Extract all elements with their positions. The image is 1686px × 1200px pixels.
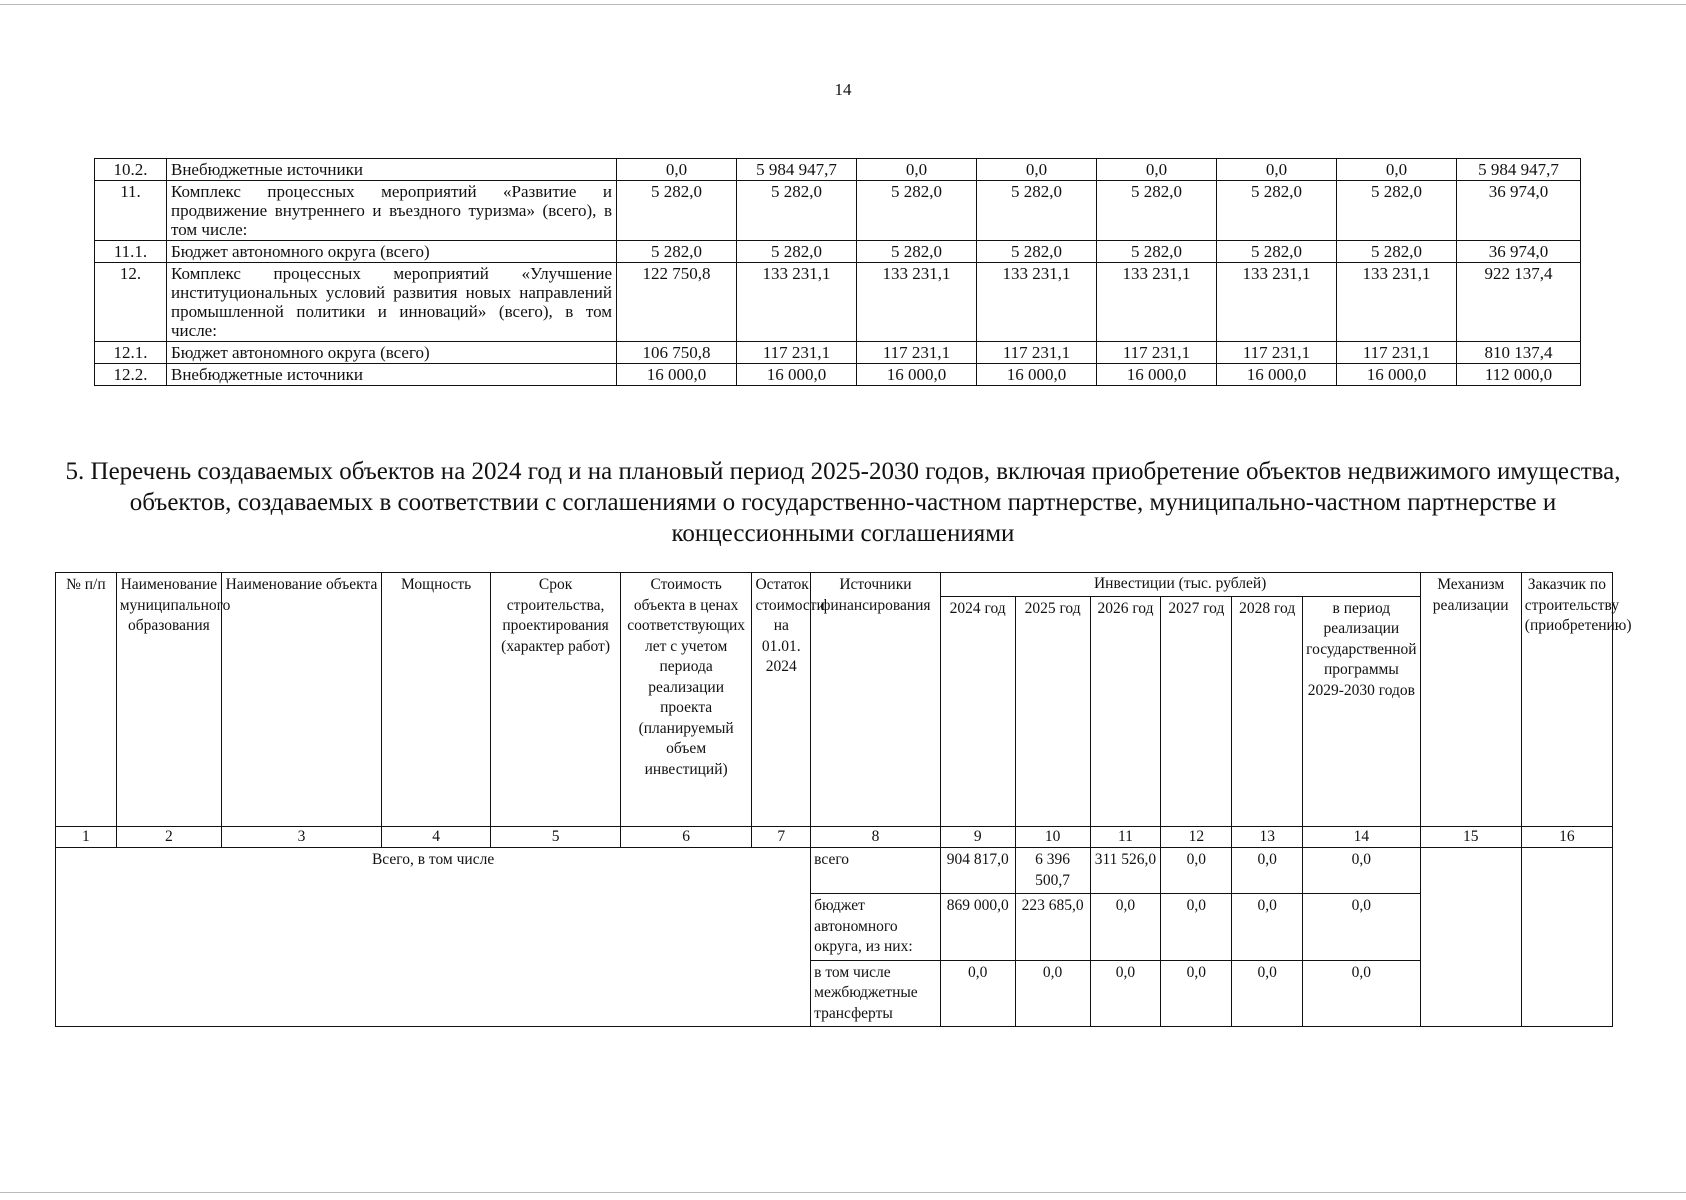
header-year-2025: 2025 год bbox=[1015, 596, 1090, 826]
row-name: Комплекс процессных мероприятий «Улучшение институциональных условий развития новых направлений промышленной политики и инноваций» (всего), в том числе: bbox=[167, 263, 617, 342]
row-number: 12.2. bbox=[95, 364, 167, 386]
value-cell: 904 817,0 bbox=[940, 848, 1015, 894]
row-value: 133 231,1 bbox=[1337, 263, 1457, 342]
row-number: 10.2. bbox=[95, 159, 167, 181]
header-object-cost: Стоимость объекта в ценах соответствующих лет с учетом периода реализации проекта (планируемый объем инвестиций) bbox=[620, 573, 752, 827]
value-cell: 0,0 bbox=[1303, 848, 1420, 894]
row-value: 0,0 bbox=[977, 159, 1097, 181]
value-cell: 0,0 bbox=[1232, 894, 1303, 961]
section-title: 5. Перечень создаваемых объектов на 2024 год и на плановый период 2025-2030 годов, включая приобретение объектов недвижимого имущества, объектов, создаваемых в соответствии с соглашениями о государственно-частном партнерстве, муниципально-частном партнерстве и концессионными соглашениями bbox=[65, 458, 1621, 547]
row-name: Комплекс процессных мероприятий «Развитие и продвижение внутреннего и въездного туризма» (всего), в том числе: bbox=[167, 181, 617, 241]
header-capacity: Мощность bbox=[381, 573, 490, 827]
row-value: 5 282,0 bbox=[1097, 181, 1217, 241]
header-period-2029-2030: в период реализации государственной программы 2029-2030 годов bbox=[1303, 596, 1420, 826]
row-value: 0,0 bbox=[617, 159, 737, 181]
header-year-2026: 2026 год bbox=[1090, 596, 1161, 826]
value-cell: 311 526,0 bbox=[1090, 848, 1161, 894]
page-number: 14 bbox=[834, 80, 852, 99]
column-number: 5 bbox=[491, 826, 621, 848]
row-value: 5 282,0 bbox=[977, 181, 1097, 241]
value-cell: 869 000,0 bbox=[940, 894, 1015, 961]
column-number: 16 bbox=[1521, 826, 1612, 848]
row-value: 922 137,4 bbox=[1457, 263, 1581, 342]
column-number: 7 bbox=[752, 826, 811, 848]
row-name: Внебюджетные источники bbox=[167, 364, 617, 386]
row-value: 36 974,0 bbox=[1457, 181, 1581, 241]
value-cell: 0,0 bbox=[1232, 960, 1303, 1027]
row-value: 133 231,1 bbox=[857, 263, 977, 342]
row-number: 12. bbox=[95, 263, 167, 342]
header-investments: Инвестиции (тыс. рублей) bbox=[940, 573, 1420, 597]
row-value: 16 000,0 bbox=[857, 364, 977, 386]
scan-top-edge bbox=[0, 4, 1686, 5]
row-value: 0,0 bbox=[1097, 159, 1217, 181]
row-value: 5 984 947,7 bbox=[737, 159, 857, 181]
header-year-2028: 2028 год bbox=[1232, 596, 1303, 826]
value-cell: 223 685,0 bbox=[1015, 894, 1090, 961]
row-number: 11.1. bbox=[95, 241, 167, 263]
row-name: Бюджет автономного округа (всего) bbox=[167, 342, 617, 364]
row-value: 117 231,1 bbox=[857, 342, 977, 364]
value-cell: 0,0 bbox=[1303, 894, 1420, 961]
column-number: 1 bbox=[56, 826, 117, 848]
row-value: 133 231,1 bbox=[737, 263, 857, 342]
column-number: 12 bbox=[1161, 826, 1232, 848]
row-value: 16 000,0 bbox=[737, 364, 857, 386]
funding-row bbox=[95, 364, 1581, 386]
value-cell: 0,0 bbox=[1161, 894, 1232, 961]
value-cell: 0,0 bbox=[940, 960, 1015, 1027]
row-value: 112 000,0 bbox=[1457, 364, 1581, 386]
header-object-name: Наименование объекта bbox=[222, 573, 382, 827]
mechanism-cell bbox=[1420, 848, 1521, 1027]
value-cell: 0,0 bbox=[1015, 960, 1090, 1027]
header-mechanism: Механизм реализации bbox=[1420, 573, 1521, 827]
row-value: 133 231,1 bbox=[1097, 263, 1217, 342]
column-number: 6 bbox=[620, 826, 752, 848]
row-value: 0,0 bbox=[1337, 159, 1457, 181]
row-value: 5 282,0 bbox=[857, 181, 977, 241]
row-value: 117 231,1 bbox=[737, 342, 857, 364]
row-value: 106 750,8 bbox=[617, 342, 737, 364]
value-cell: 0,0 bbox=[1090, 960, 1161, 1027]
customer-cell bbox=[1521, 848, 1612, 1027]
row-value: 133 231,1 bbox=[1217, 263, 1337, 342]
total-label: Всего, в том числе bbox=[56, 848, 811, 1027]
value-cell: 0,0 bbox=[1161, 960, 1232, 1027]
row-value: 5 282,0 bbox=[737, 181, 857, 241]
column-number: 14 bbox=[1303, 826, 1420, 848]
value-cell: 6 396 500,7 bbox=[1015, 848, 1090, 894]
header-remaining-cost: Остаток стоимости на 01.01. 2024 bbox=[752, 573, 811, 827]
row-value: 16 000,0 bbox=[617, 364, 737, 386]
row-value: 16 000,0 bbox=[1097, 364, 1217, 386]
row-value: 122 750,8 bbox=[617, 263, 737, 342]
header-year-2027: 2027 год bbox=[1161, 596, 1232, 826]
funding-row bbox=[95, 241, 1581, 263]
objects-table bbox=[55, 572, 1632, 1027]
value-cell: 0,0 bbox=[1090, 894, 1161, 961]
row-value: 5 282,0 bbox=[1217, 241, 1337, 263]
row-value: 16 000,0 bbox=[1217, 364, 1337, 386]
funding-row bbox=[95, 263, 1581, 342]
row-value: 5 282,0 bbox=[1217, 181, 1337, 241]
source-cell: бюджет автономного округа, из них: bbox=[811, 894, 941, 961]
column-number: 9 bbox=[940, 826, 1015, 848]
row-number: 11. bbox=[95, 181, 167, 241]
row-value: 0,0 bbox=[857, 159, 977, 181]
source-cell: всего bbox=[811, 848, 941, 894]
column-number: 3 bbox=[222, 826, 382, 848]
row-value: 36 974,0 bbox=[1457, 241, 1581, 263]
row-value: 117 231,1 bbox=[1097, 342, 1217, 364]
row-name: Внебюджетные источники bbox=[167, 159, 617, 181]
header-customer: Заказчик по строительству (приобретению) bbox=[1521, 573, 1612, 827]
row-number: 12.1. bbox=[95, 342, 167, 364]
column-number: 8 bbox=[811, 826, 941, 848]
column-number: 4 bbox=[381, 826, 490, 848]
scan-bottom-edge bbox=[0, 1192, 1686, 1193]
column-number: 11 bbox=[1090, 826, 1161, 848]
funding-row bbox=[95, 181, 1581, 241]
row-value: 5 282,0 bbox=[857, 241, 977, 263]
row-value: 5 282,0 bbox=[617, 181, 737, 241]
row-value: 5 984 947,7 bbox=[1457, 159, 1581, 181]
column-numbers-row bbox=[56, 826, 1613, 848]
column-number: 10 bbox=[1015, 826, 1090, 848]
row-name: Бюджет автономного округа (всего) bbox=[167, 241, 617, 263]
column-number: 15 bbox=[1420, 826, 1521, 848]
column-number: 13 bbox=[1232, 826, 1303, 848]
row-value: 117 231,1 bbox=[1217, 342, 1337, 364]
row-value: 117 231,1 bbox=[1337, 342, 1457, 364]
row-value: 5 282,0 bbox=[1337, 181, 1457, 241]
row-value: 133 231,1 bbox=[977, 263, 1097, 342]
funding-row bbox=[95, 159, 1581, 181]
header-funding-sources: Источники финансирования bbox=[811, 573, 941, 827]
funding-table bbox=[94, 158, 1581, 386]
row-value: 5 282,0 bbox=[1337, 241, 1457, 263]
row-value: 16 000,0 bbox=[1337, 364, 1457, 386]
column-number: 2 bbox=[116, 826, 221, 848]
row-value: 0,0 bbox=[1217, 159, 1337, 181]
row-value: 810 137,4 bbox=[1457, 342, 1581, 364]
value-cell: 0,0 bbox=[1303, 960, 1420, 1027]
row-value: 5 282,0 bbox=[977, 241, 1097, 263]
row-value: 5 282,0 bbox=[737, 241, 857, 263]
row-value: 5 282,0 bbox=[617, 241, 737, 263]
funding-row bbox=[95, 342, 1581, 364]
value-cell: 0,0 bbox=[1161, 848, 1232, 894]
header-construction-period: Срок строительства, проектирования (характер работ) bbox=[491, 573, 621, 827]
source-cell: в том числе межбюджетные трансферты bbox=[811, 960, 941, 1027]
row-value: 16 000,0 bbox=[977, 364, 1097, 386]
row-value: 117 231,1 bbox=[977, 342, 1097, 364]
header-year-2024: 2024 год bbox=[940, 596, 1015, 826]
header-number: № п/п bbox=[56, 573, 117, 827]
header-municipality: Наименование муниципального образования bbox=[116, 573, 221, 827]
value-cell: 0,0 bbox=[1232, 848, 1303, 894]
row-value: 5 282,0 bbox=[1097, 241, 1217, 263]
